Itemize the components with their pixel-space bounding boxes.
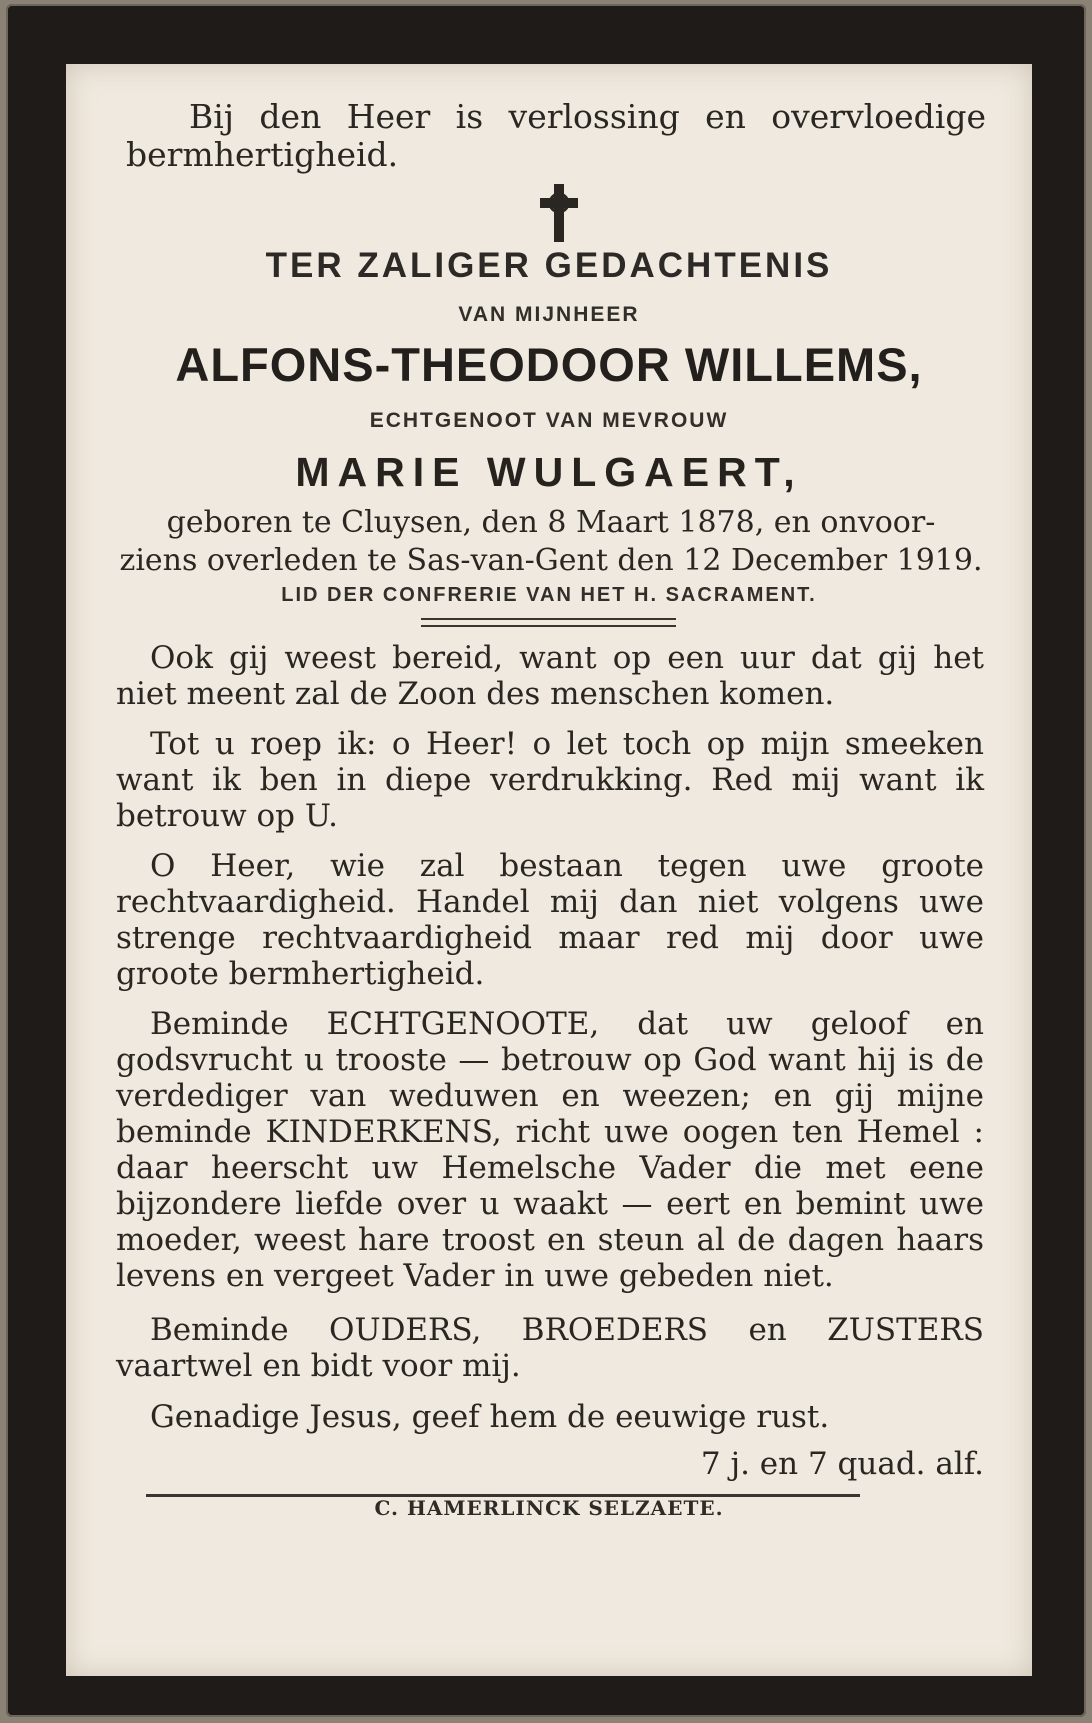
prayer-paragraph: Ook gij weest bereid, want op een uur dat gij het niet meent zal de Zoon des menschen komen.: [116, 640, 984, 712]
cross-icon: [534, 182, 584, 246]
heading-title: TER ZALIGER GEDACHTENIS: [265, 246, 833, 285]
prayer-paragraph: O Heer, wie zal bestaan tegen uwe groote rechtvaardigheid. Handel mij dan niet volgens uwe strenge rechtvaardigheid maar red mij door uwe groote bermhertigheid.: [116, 848, 984, 992]
divider: [421, 625, 676, 627]
memorial-card-paper: [66, 64, 1032, 1676]
motto-text: Bij den Heer is verlossing en overvloedige bermhertigheid.: [126, 97, 986, 174]
prayer-paragraph: Genadige Jesus, geef hem de eeuwige rust.: [150, 1399, 830, 1435]
spouse-line: ECHTGENOOT VAN MEVROUW: [369, 409, 729, 432]
deceased-name: ALFONS-THEODOOR WILLEMS,: [175, 338, 923, 391]
prayer-paragraph: Tot u roep ik: o Heer! o let toch op mijn smeeken want ik ben in diepe verdrukking. Red mij want ik betrouw op U.: [116, 726, 984, 834]
birth-line-1: geboren te Cluysen, den 8 Maart 1878, en onvoor-: [166, 505, 936, 540]
confraternity-line: LID DER CONFRERIE VAN HET H. SACRAMENT.: [281, 584, 817, 606]
prayer-paragraph: Beminde OUDERS, BROEDERS en ZUSTERS vaartwel en bidt voor mij.: [116, 1312, 984, 1384]
birth-line-2: ziens overleden te Sas-van-Gent den 12 December 1919.: [119, 543, 983, 578]
memorial-card-border: [6, 4, 1086, 1717]
birth-death-text: [96, 504, 1006, 580]
printer-imprint: C. HAMERLINCK SELZAETE.: [374, 1496, 724, 1520]
spouse-name: MARIE WULGAERT,: [295, 449, 803, 495]
divider: [421, 618, 676, 620]
indulgence-note: 7 j. en 7 quad. alf.: [700, 1446, 984, 1482]
prayer-paragraph: Beminde ECHTGENOOTE, dat uw geloof en godsvrucht u trooste — betrouw op God want hij is de verdediger van weduwen en weezen; en gij mijne beminde KINDERKENS, richt uwe oogen ten Hemel : daar heerscht uw Hemelsche Vader die met eene bijzondere liefde over u waakt — eert en bemint uwe moeder, weest hare troost en steun al de dagen haars levens en vergeet Vader in uwe gebeden niet.: [116, 1006, 984, 1294]
van-mijnheer: VAN MIJNHEER: [458, 303, 640, 326]
